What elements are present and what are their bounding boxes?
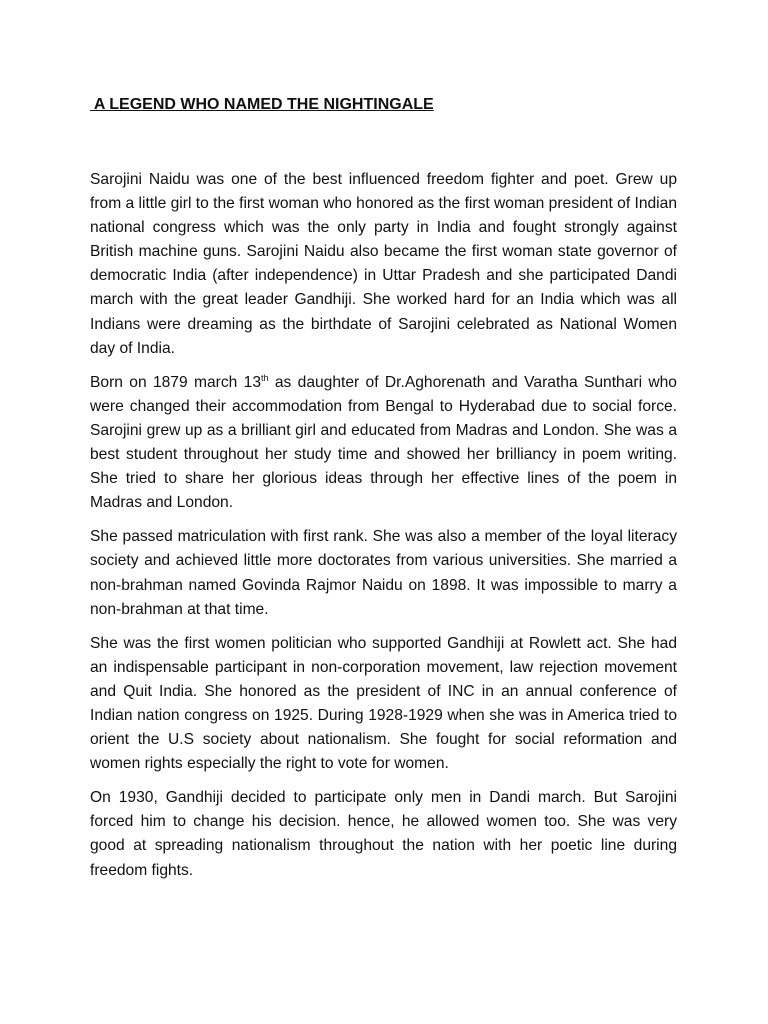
paragraph-4: She was the first women politician who supported Gandhiji at Rowlett act. She had an indispensable participant in non-corporation movement, law rejection movement and Quit India. She honored as the president of INC in an annual conference of Indian nation congress on 1925. During 1928-1929 when she was in America tried to orient the U.S society about nationalism. She fought for social reformation and women rights especially the right to vote for women. xyxy=(90,634,677,773)
ordinal-superscript: th xyxy=(261,372,269,383)
paragraph-2 xyxy=(90,371,677,516)
paragraph-1: Sarojini Naidu was one of the best influenced freedom fighter and poet. Grew up from a little girl to the first woman who honored as the first woman president of Indian national congress which was the only party in India and fought strongly against British machine guns. Sarojini Naidu also became the first woman state governor of democratic India (after independence) in Uttar Pradesh and she participated Dandi march with the great leader Gandhiji. She worked hard for an India which was all Indians were dreaming as the birthdate of Sarojini celebrated as National Women day of India. xyxy=(90,171,677,357)
paragraph-3: She passed matriculation with first rank. She was also a member of the loyal literacy society and achieved little more doctorates from various universities. She married a non-brahman named Govinda Rajmor Naidu on 1898. It was impossible to marry a non-brahman at that time. xyxy=(90,528,677,618)
paragraph-2-start: Born on 1879 march 13 xyxy=(90,373,261,391)
paragraph-2-rest: as daughter of Dr.Aghorenath and Varatha Sunthari who were changed their accommodation from Bengal to Hyderabad due to social force. Sarojini grew up as a brilliant girl and educated from Madras and London. She was a best student throughout her study time and showed her brilliancy in poem writing. She tried to share her glorious ideas through her effective lines of the poem in Madras and London. xyxy=(90,373,677,512)
paragraph-5: On 1930, Gandhiji decided to participate only men in Dandi march. But Sarojini forced him to change his decision. hence, he allowed women too. She was very good at spreading nationalism throughout the nation with her poetic line during freedom fights. xyxy=(90,789,677,879)
document-body xyxy=(90,168,677,893)
document-title: A LEGEND WHO NAMED THE NIGHTINGALE xyxy=(90,96,434,113)
